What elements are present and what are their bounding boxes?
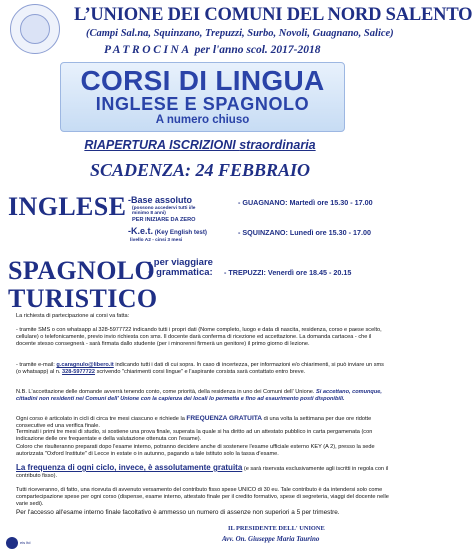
inglese-level-base-tag: PER INIZIARE DA ZERO (132, 217, 196, 223)
scadenza-heading: SCADENZA: 24 FEBBRAIO (89, 160, 311, 180)
inglese-guagnano-schedule: - GUAGNANO: Martedì ore 15.30 - 17.00 (238, 198, 373, 207)
president-name: Avv. On. Giuseppe Maria Taurino (222, 535, 320, 543)
eis-logo-text: eis ltd (20, 540, 31, 545)
course-paragraph: Ogni corso è articolato in cicli di circa tre mesi ciascuno e richiede la FREQUENZA GRATUITA di una volta la settimana per due ore ridotte consecutive ed una verifica finale. (16, 415, 372, 429)
nb-paragraph: N.B. L'accettazione delle domande avverrà tenendo conto, come priorità, della residenza in uno dei Comuni dell' Unione. Si accettano, comunque, cittadini non residenti nei Comuni dell' Unione con la capienza dei locali lo permetta e fino ad esaurimento posti disponibili. (16, 389, 382, 402)
patrocina-year: per l'anno scol. 2017-2018 (191, 44, 321, 56)
riapertura-heading: RIAPERTURA ISCRIZIONI straordinaria (84, 138, 316, 152)
inglese-level-base-note2: minimo 8 anni) (132, 211, 166, 216)
banner-limited: A numero chiuso (155, 114, 250, 126)
spagnolo-title: SPAGNOLO (8, 256, 156, 285)
unione-seal-logo (10, 4, 60, 54)
banner-languages: INGLESE E SPAGNOLO (95, 94, 310, 114)
inglese-level-base-note1: (possono accedervi tutti i/le (132, 206, 196, 211)
frequency-heading: La frequenza di ogni ciclo, invece, è assolutamente gratuita (16, 463, 243, 472)
patrocina-label: PATROCINA (104, 44, 192, 56)
president-title: IL PRESIDENTE DELL' UNIONE (228, 525, 325, 532)
sms-paragraph: - tramite SMS o con whatsapp al 328-5977722 indicando tutti i propri dati (Nome completo, luogo e data di nascita, residenza, corso e paese scelto, cellulare) o telefonicamente, previo invio richiesta con sms. Il docente darà conferma di ricezione ed accettazione. La domanda cartacea - che il docente stesso consegnerà - sarà firmata dallo studente (per i minorenni firmerà un genitore) il primo giorno di lezione. (16, 327, 382, 347)
patrocina-line (104, 44, 320, 56)
courses-banner (60, 62, 345, 132)
access-paragraph: Per l'accesso all'esame interno finale facoltativo è ammesso un numero di assenze non superiori a 5 per trimestre. (16, 509, 340, 516)
inglese-squinzano-schedule: - SQUINZANO: Lunedì ore 15.30 - 17.00 (238, 228, 372, 237)
header-subtitle: (Campi Sal.na, Squinzano, Trepuzzi, Surbo, Novoli, Guagnano, Salice) (86, 28, 394, 39)
inglese-level-ket-note: livello A2 - cinsi 3 mesi (130, 238, 183, 243)
frequency-paragraph: La frequenza di ogni ciclo, invece, è assolutamente gratuita (e sarà riservata esclusivamente agli iscritti in regola con il contributo fisso). (16, 463, 389, 479)
course-exam-paragraph: Terminati i primi tre mesi di studio, si sostiene una prova finale, superata la quale si ha diritto ad un attestato pubblico in carta pergamenata (con indicazione delle ore frequentate e della valutazione ottenuta con l'esame). (16, 429, 373, 442)
inglese-level-ket: -K.e.t. (Key English test) (128, 226, 207, 236)
eis-logo-icon (6, 537, 18, 549)
contact-email-link[interactable]: g.caragnulo@libero.it (56, 362, 114, 368)
intro-paragraph: La richiesta di partecipazione ai corsi va fatta: (16, 313, 130, 319)
inglese-title: INGLESE (8, 192, 127, 221)
course-key-paragraph: Coloro che risulteranno preparati dopo l'esame interno, potranno decidere anche di sostenere l'esame ufficiale esterno KEY (A 2), presso la sede autorizzata "Oxford Institute" di Lecce in estate o in autunno, pagando a tale istituto solo la tassa d'esame. (16, 444, 375, 457)
header-title: L’UNIONE DEI COMUNI DEL NORD SALENTO (74, 5, 472, 25)
spagnolo-trepuzzi-schedule: - TREPUZZI: Venerdì ore 18.45 - 20.15 (224, 268, 352, 277)
email-paragraph: - tramite e-mail: g.caragnulo@libero.it indicando tutti i dati di cui sopra. In caso di incertezza, per informazioni e/o chiarimenti, si può inviare un sms (o whatsapp) al n. 328-5977722 scrivendo "chiarimenti corsi lingue" e l'aspirante corsista sarà contattato entro breve. (16, 362, 384, 375)
banner-title: CORSI DI LINGUA (80, 65, 325, 96)
contribution-paragraph: Tutti riceveranno, di fatto, una ricevuta di avvenuto versamento del contributo fisso spese UNICO di 30 eu. Tale contributo è da intendersi solo come compartecipazione spese per ogni corso (dispense, esame interno, attestato finale per il credito formativo, spese di segreteria, viaggi del docente nelle varie sedi). (16, 487, 389, 507)
inglese-level-base: -Base assoluto (128, 195, 193, 205)
spagnolo-plus-grammatica: + grammatica: (148, 267, 213, 278)
spagnolo-plus-viaggiare: - per viaggiare (148, 257, 213, 268)
contact-phone-link[interactable]: 328-5977722 (62, 369, 96, 375)
spagnolo-subtitle: TURISTICO (8, 284, 158, 313)
